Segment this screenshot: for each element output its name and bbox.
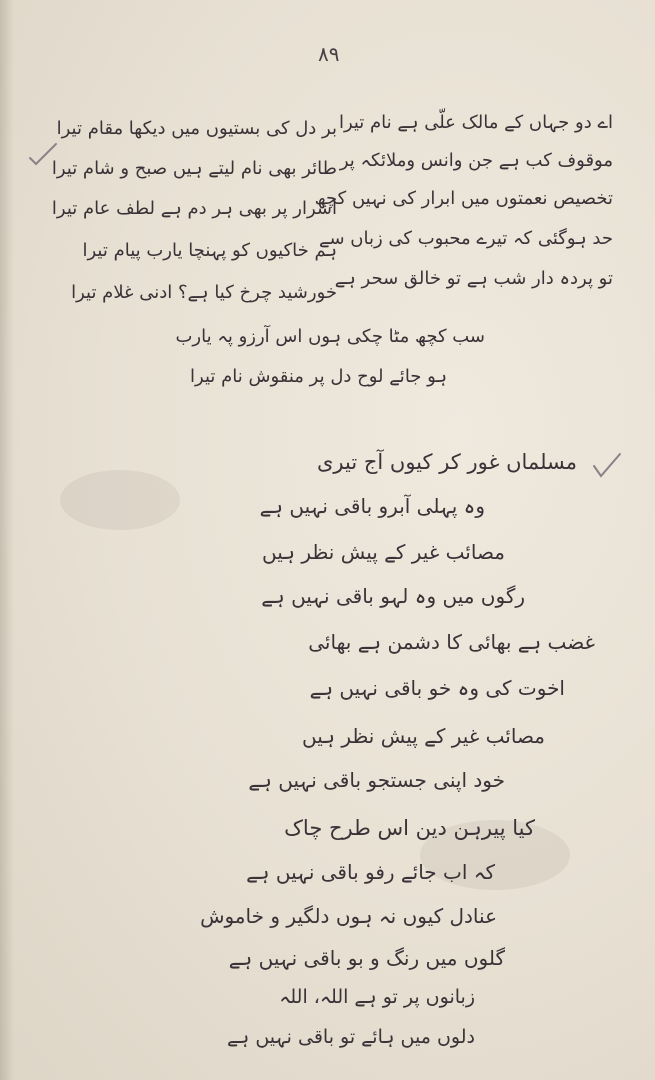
verse-line: مصائب غیر کے پیش نظر ہیں: [302, 724, 545, 748]
verse-line: حد ہوگئی کہ تیرے محبوب کی زباں سے: [318, 228, 613, 249]
verse-line: اخوت کی وہ خو باقی نہیں ہے: [309, 676, 565, 700]
verse-line: خورشید چرخ کیا ہے؟ ادنی غلام تیرا: [71, 282, 337, 303]
paper-stain: [60, 470, 180, 530]
verse-line: مصائب غیر کے پیش نظر ہیں: [262, 540, 505, 564]
margin-check-mark-icon: [592, 452, 622, 482]
verse-line: مسلماں غور کر کیوں آج تیری: [316, 450, 577, 474]
verse-line: عنادل کیوں نہ ہوں دلگیر و خاموش: [200, 904, 497, 928]
margin-check-mark-icon: [28, 140, 58, 170]
verse-line: زبانوں پر تو ہے اللہ، اللہ: [279, 986, 475, 1008]
verse-line: ہو جائے لوح دل پر منقوش نام تیرا: [190, 366, 447, 387]
verse-line: بر دل کی بستیوں میں دیکھا مقام تیرا: [56, 118, 337, 139]
verse-line: سب کچھ مٹا چکی ہوں اس آرزو پہ یارب: [175, 326, 485, 347]
verse-line: خود اپنی جستجو باقی نہیں ہے: [248, 768, 505, 792]
verse-line: کیا پیرہن دین اس طرح چاک: [284, 816, 535, 840]
verse-line: وہ پہلی آبرو باقی نہیں ہے: [259, 494, 485, 518]
verse-line: غضب ہے بھائی کا دشمن ہے بھائی: [308, 630, 595, 654]
verse-line: تخصیص نعمتوں میں ابرار کی نہیں کچھ: [314, 188, 613, 209]
verse-line: دلوں میں ہائے تو باقی نہیں ہے: [227, 1026, 475, 1048]
verse-line: تو پردہ دار شب ہے تو خالق سحر ہے: [334, 268, 613, 289]
page-number: ۸۹: [318, 42, 340, 66]
verse-line: رگوں میں وہ لہو باقی نہیں ہے: [261, 584, 525, 608]
verse-line: گلوں میں رنگ و بو باقی نہیں ہے: [228, 946, 505, 970]
verse-line: اشرار پر بھی ہر دم ہے لطف عام تیرا: [51, 198, 337, 219]
verse-line: کہ اب جائے رفو باقی نہیں ہے: [246, 860, 495, 884]
binding-shadow: [0, 0, 14, 1080]
verse-line: ہم خاکیوں کو پہنچا یارب پیام تیرا: [82, 240, 337, 261]
verse-line: طائر بھی نام لیتے ہیں صبح و شام تیرا: [51, 158, 337, 179]
verse-line: موقوف کب ہے جن وانس وملائکہ پر: [339, 150, 613, 171]
verse-line: اے دو جہاں کے مالک علّی ہے نام تیرا: [338, 112, 613, 133]
